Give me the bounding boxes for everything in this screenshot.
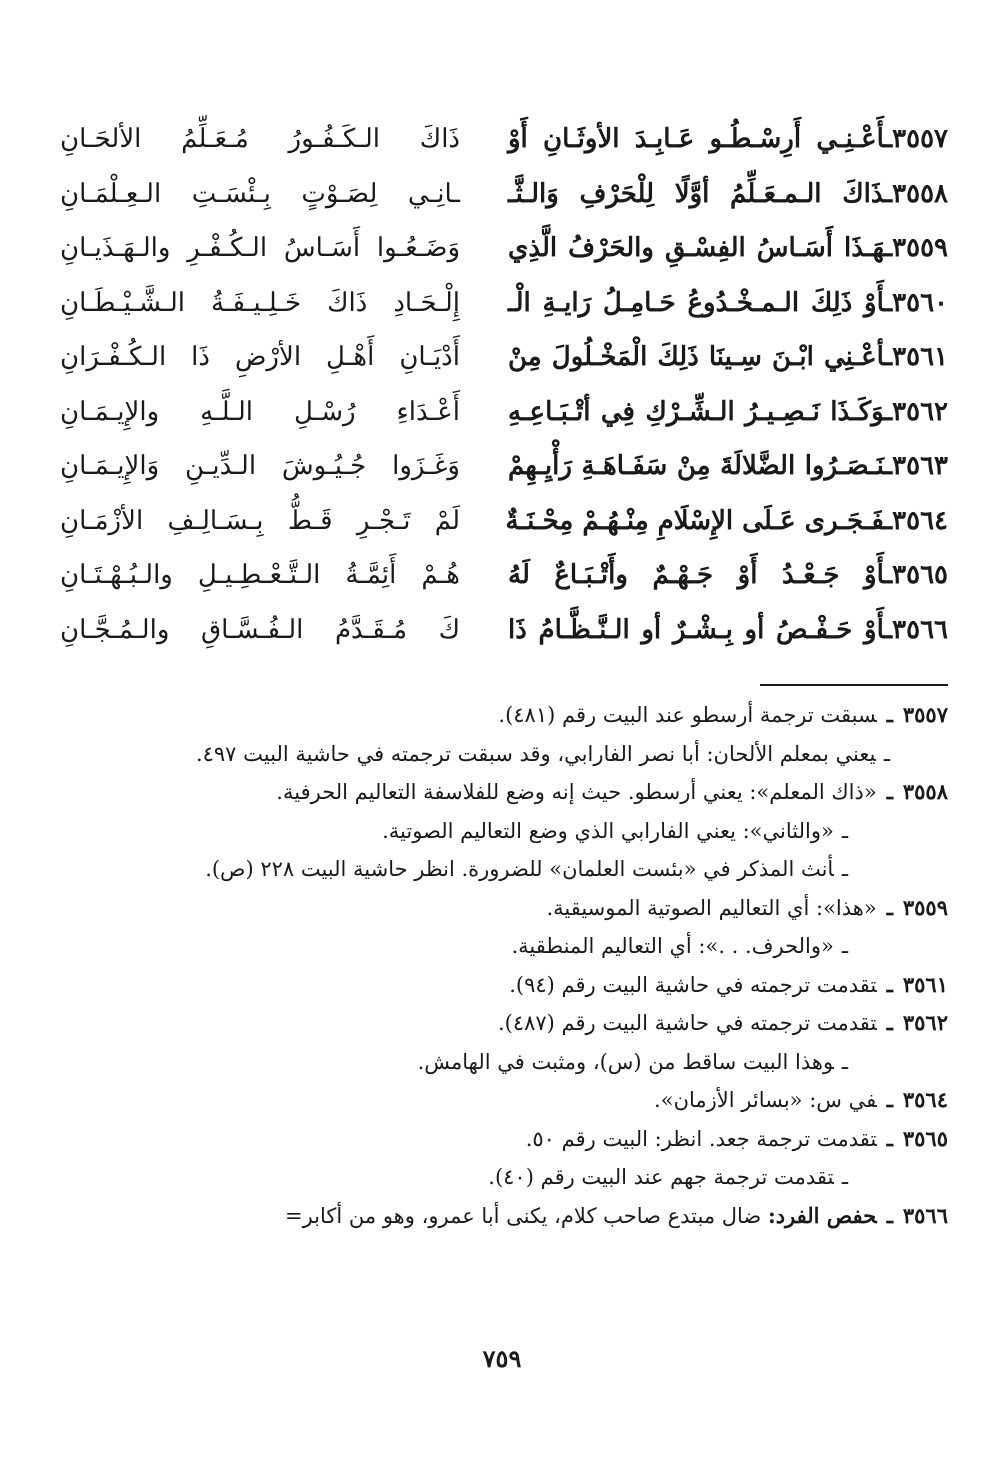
verse-first-hemistich: ٣٥٥٧ـأَعْـنِـي أَرِسْـطُـو عَـابِـدَ الأوثَـانِ أَوْ — [508, 124, 948, 154]
verse-number: ٣٥٦٥ — [892, 560, 948, 590]
footnote-text: «ذاك المعلم»: يعني أرسطو. حيث إنه وضع للفلاسفة التعاليم الحرفية. — [276, 780, 877, 804]
verse-row — [60, 276, 948, 331]
verse-row — [60, 221, 948, 276]
verse-first-text: ذَاكَ الـمـعَـلِّمُ أوَّلًا لِلْحَرْفِ وَالـثَّـ — [508, 178, 885, 209]
footnote-subnote-text: يعني بمعلم الألحان: أبا نصر الفارابي، وقد سبقت ترجمته في حاشية البيت ٤٩٧. — [195, 741, 876, 766]
verse-second-hemistich: وَضَـعُـوا أَسَـاسُ الـكُـفْـرِ والـهَـذَيـانِ — [60, 233, 460, 263]
footnote-subnote: ـيعني بمعلم الألحان: أبا نصر الفارابي، وقد سبقت ترجمته في حاشية البيت ٤٩٧. — [195, 741, 890, 766]
footnote-number: ٣٥٦٢ — [902, 1010, 948, 1035]
verse-second-hemistich: هُـمْ أَئِمَّـةُ الـتَّـعْـطِـيـلِ والـبُـهْـتَـانِ — [60, 560, 460, 590]
verse-first-hemistich: ٣٥٦٠ـأَوْ ذَلِكَ الـمـخْـدُوعُ حَـامِـلُ رَايـةِ الْـ — [508, 287, 948, 318]
footnote-text: في س: «بسائر الأزمان». — [654, 1088, 877, 1112]
footnote-number: ٣٥٥٩ — [902, 894, 948, 920]
footnote-subnote: ـ«والثاني»: يعني الفارابي الذي وضع التعاليم الصوتية. — [382, 818, 848, 843]
verse-number: ٣٥٥٧ — [892, 124, 948, 154]
verse-number: ٣٥٥٩ — [892, 233, 948, 263]
verse-first-hemistich: ٣٥٦٢ـوَكَـذَا نَـصِـيـرُ الـشِّـرْكِ فِي أتْـبَـاعِـهِ — [508, 396, 948, 427]
verse-first-hemistich: ٣٥٦٤ـفَـجَـرى عَـلَى الإِسْلَامِ مِنْـهُـمْ مِحْـنَـةٌ — [505, 505, 948, 536]
verse-first-hemistich: ٣٥٦٥ـأَوْ جَـعْـدُ أَوْ جَـهْـمٌ وأَتْـبَـاعٌ لَهُ — [508, 560, 948, 590]
verse-second-hemistich: إِلْـحَـادِ ذَاكَ خَـلِـيـفَـةُ الـشَّـيْـطَـانِ — [60, 287, 460, 318]
verse-row — [60, 167, 948, 222]
verse-row — [60, 603, 948, 658]
footnote-number: ٣٥٥٧ — [902, 702, 948, 727]
footnote-3566: ٣٥٦٦ـحفص الفرد: ضال مبتدع صاحب كلام، يكنى أبا عمرو، وهو من أكابر= — [284, 1202, 948, 1228]
verse-first-text: أَعْـنِـي أَرِسْـطُـو عَـابِـدَ الأوثَـانِ أَوْ — [508, 124, 885, 154]
footnote-3565: ٣٥٦٥ـتقدمت ترجمة جعد. انظر: البيت رقم ٥٠. — [525, 1125, 948, 1151]
verse-first-hemistich: ٣٥٦٦ـأَوْ حَـفْـصُ أو بِـشْـرٌ أو الـنَّـظَّـامُ ذَا — [508, 614, 948, 645]
footnote-number: ٣٥٦٥ — [902, 1125, 948, 1151]
verse-first-text: هَـذَا أَسَـاسُ الفِسْـقِ والحَرْفُ الَّذِي — [508, 233, 885, 263]
footnote-number: ٣٥٦٤ — [902, 1087, 948, 1112]
verse-first-hemistich: ٣٥٦٣ـنَـصَـرُوا الضَّلالَةَ مِنْ سَفَـاهَـةِ رَأْيِـهِمْ — [508, 451, 948, 481]
footnote-subnote: ـ«والحرف. . .»: أي التعاليم المنطقية. — [511, 934, 848, 958]
verse-second-hemistich: كَ مُـقَـدَّمُ الـفُـسَّـاقِ والـمُـجَّـانِ — [60, 614, 460, 645]
footnote-3559: ٣٥٥٩ـ«هذا»: أي التعاليم الصوتية الموسيقية. — [546, 894, 948, 920]
footnote-text: تقدمت ترجمته في حاشية البيت رقم (٤٨٧). — [497, 1011, 877, 1035]
verse-second-hemistich: ـانِـي لِصَـوْتٍ بِـئْسَـتِ الـعِـلْمَـانِ — [60, 178, 460, 209]
verse-second-hemistich: أَدْيَـانِ أَهْـلِ الأرْضِ ذَا الـكُـفْـرَانِ — [60, 342, 460, 372]
footnote-3564: ٣٥٦٤ـفي س: «بسائر الأزمان». — [654, 1087, 948, 1112]
verse-number: ٣٥٦٠ — [892, 287, 948, 318]
verse-second-hemistich: لَمْ تَـجْـرِ قَـطُّ بِـسَـالِـفِ الأزْمَـانِ — [60, 505, 460, 536]
verse-number: ٣٥٦١ — [892, 342, 948, 372]
verse-first-text: أَوْ جَـعْـدُ أَوْ جَـهْـمٌ وأَتْـبَـاعٌ لَهُ — [508, 560, 885, 590]
footnote-3558: ٣٥٥٨ـ«ذاك المعلم»: يعني أرسطو. حيث إنه وضع للفلاسفة التعاليم الحرفية. — [276, 779, 948, 804]
verse-row — [60, 439, 948, 494]
footnote-subnote-text: أنث المذكر في «بئست العلمان» للضرورة. انظر حاشية البيت ٢٢٨ (ص). — [205, 857, 834, 881]
verse-row — [60, 494, 948, 549]
footnote-3562: ٣٥٦٢ـتقدمت ترجمته في حاشية البيت رقم (٤٨٧). — [497, 1010, 948, 1035]
footnote-headword: حفص الفرد: — [767, 1202, 877, 1228]
footnote-number: ٣٥٦١ — [902, 971, 948, 997]
verse-first-text: أَوْ ذَلِكَ الـمـخْـدُوعُ حَـامِـلُ رَايـةِ الْـ — [508, 287, 885, 318]
verse-first-text: وَكَـذَا نَـصِـيـرُ الـشِّـرْكِ فِي أتْـبَـاعِـهِ — [508, 396, 885, 427]
verse-number: ٣٥٦٣ — [892, 451, 948, 481]
footnote-subnote-text: «والحرف. . .»: أي التعاليم المنطقية. — [511, 934, 834, 958]
footnote-text: سبقت ترجمة أرسطو عند البيت رقم (٤٨١). — [498, 703, 877, 727]
footnote-text: «هذا»: أي التعاليم الصوتية الموسيقية. — [546, 895, 877, 920]
verse-row — [60, 112, 948, 167]
footnote-subnote-text: تقدمت ترجمة جهم عند البيت رقم (٤٠). — [488, 1165, 834, 1189]
verse-second-hemistich: ذَاكَ الـكَـفُـورُ مُـعَـلِّمُ الألحَـانِ — [60, 124, 460, 154]
verse-first-hemistich: ٣٥٦١ـأعْـنِي ابْـنَ سِـينَا ذَلِكَ الْمَخْـلُولَ مِنْ — [508, 342, 948, 372]
footnote-subnote: ـوهذا البيت ساقط من (س)، ومثبت في الهامش. — [417, 1049, 848, 1074]
verse-row — [60, 548, 948, 603]
verse-first-text: فَـجَـرى عَـلَى الإِسْلَامِ مِنْـهُـمْ مِحْـنَـةٌ — [505, 505, 885, 536]
footnote-subnote: ـأنث المذكر في «بئست العلمان» للضرورة. انظر حاشية البيت ٢٢٨ (ص). — [205, 857, 848, 881]
footnote-subnote-text: وهذا البيت ساقط من (س)، ومثبت في الهامش. — [417, 1049, 834, 1074]
verse-first-text: أعْـنِي ابْـنَ سِـينَا ذَلِكَ الْمَخْـلُولَ مِنْ — [508, 342, 885, 372]
footnote-subnote: ـتقدمت ترجمة جهم عند البيت رقم (٤٠). — [488, 1165, 848, 1189]
verse-number: ٣٥٦٦ — [892, 614, 948, 645]
verse-second-hemistich: وَغَـزَوا جُـيُـوشَ الـدِّيـنِ وَالإِيـمَـانِ — [60, 451, 460, 481]
footnote-subnote-text: «والثاني»: يعني الفارابي الذي وضع التعاليم الصوتية. — [382, 818, 834, 843]
footnote-3557: ٣٥٥٧ـسبقت ترجمة أرسطو عند البيت رقم (٤٨١). — [498, 702, 948, 727]
verse-row — [60, 385, 948, 440]
footnote-text: تقدمت ترجمة جعد. انظر: البيت رقم ٥٠. — [525, 1126, 877, 1151]
verse-first-hemistich: ٣٥٥٨ـذَاكَ الـمـعَـلِّمُ أوَّلًا لِلْحَرْفِ وَالـثَّـ — [508, 178, 948, 209]
verse-first-text: أَوْ حَـفْـصُ أو بِـشْـرٌ أو الـنَّـظَّـامُ ذَا — [508, 614, 885, 645]
footnote-3561: ٣٥٦١ـتقدمت ترجمته في حاشية البيت رقم (٩٤). — [509, 971, 948, 997]
verse-first-hemistich: ٣٥٥٩ـهَـذَا أَسَـاسُ الفِسْـقِ والحَرْفُ الَّذِي — [508, 233, 948, 263]
verse-number: ٣٥٦٢ — [892, 396, 948, 427]
footnote-separator — [760, 684, 948, 686]
footnote-number: ٣٥٦٦ — [902, 1202, 948, 1228]
verse-number: ٣٥٥٨ — [892, 178, 948, 209]
poem-verses — [60, 112, 948, 657]
footnote-number: ٣٥٥٨ — [902, 779, 948, 804]
footnote-text: تقدمت ترجمته في حاشية البيت رقم (٩٤). — [509, 972, 877, 997]
verse-number: ٣٥٦٤ — [892, 505, 948, 536]
verse-row — [60, 330, 948, 385]
verse-second-hemistich: أَعْـدَاءِ رُسْـلِ الـلَّـهِ والإِيـمَـانِ — [60, 396, 460, 427]
page-number: ٧٥٩ — [482, 1344, 522, 1373]
footnote-text: ضال مبتدع صاحب كلام، يكنى أبا عمرو، وهو من أكابر= — [284, 1203, 762, 1228]
verse-first-text: نَـصَـرُوا الضَّلالَةَ مِنْ سَفَـاهَـةِ رَأْيِـهِمْ — [508, 451, 885, 481]
footnotes — [78, 696, 948, 1235]
